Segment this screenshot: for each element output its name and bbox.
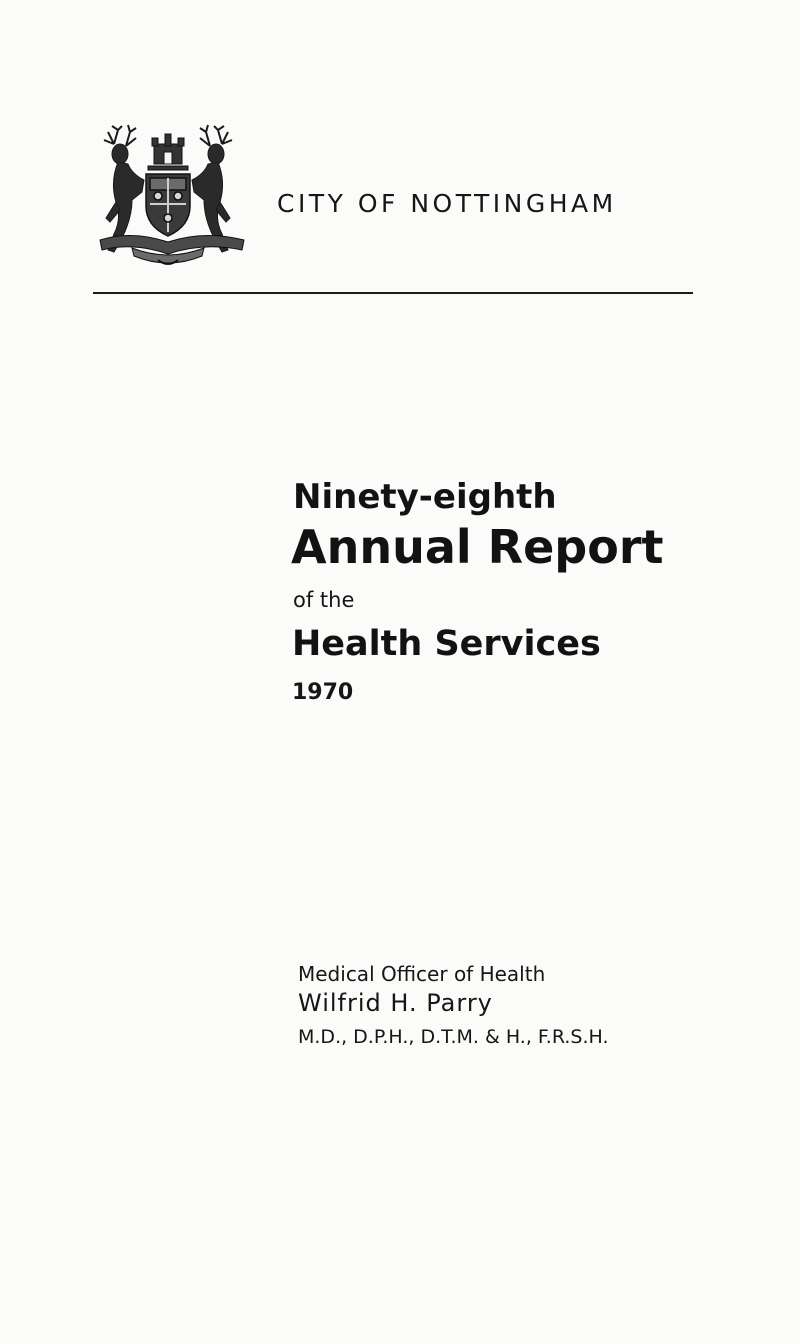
report-connector: of the: [293, 588, 355, 612]
city-name: CITY OF NOTTINGHAM: [277, 189, 617, 218]
header-divider: [93, 292, 693, 294]
report-title: Annual Report: [291, 520, 664, 574]
officer-name: Wilfrid H. Parry: [298, 989, 493, 1017]
officer-role: Medical Officer of Health: [298, 962, 546, 986]
officer-qualifications: M.D., D.P.H., D.T.M. & H., F.R.S.H.: [298, 1026, 609, 1048]
city-coat-of-arms-icon: [92, 122, 252, 272]
report-subject: Health Services: [292, 624, 601, 664]
report-year: 1970: [292, 680, 354, 705]
report-ordinal: Ninety-eighth: [293, 477, 557, 517]
